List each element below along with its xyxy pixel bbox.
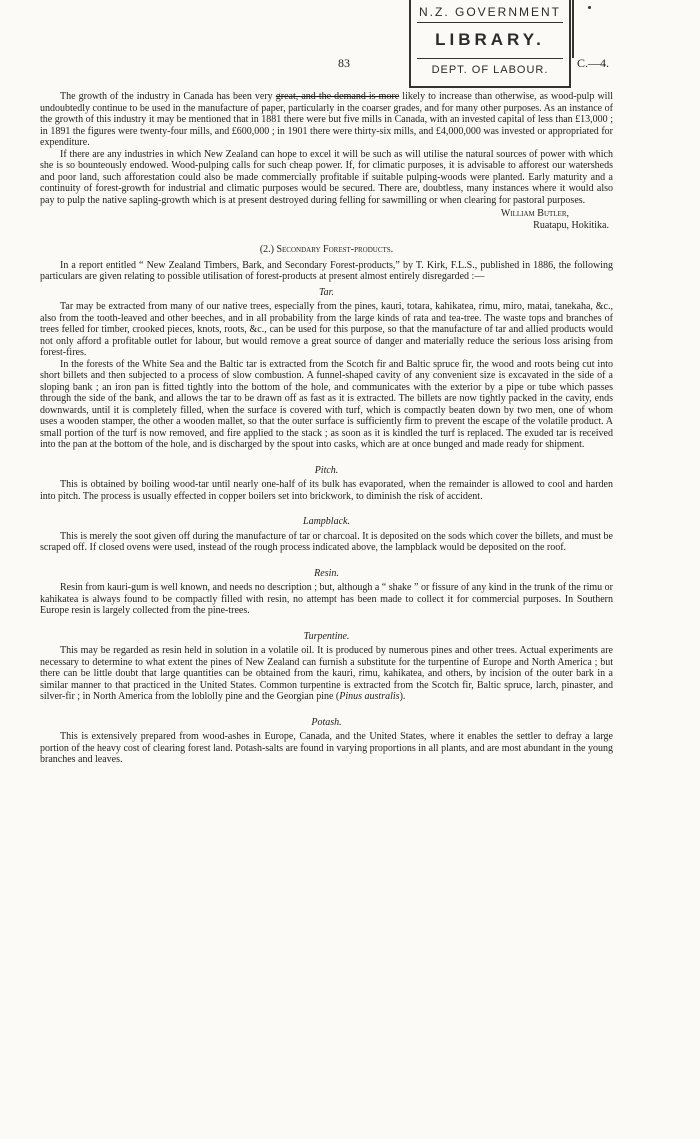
signature-place: Ruatapu, Hokitika. <box>533 220 609 231</box>
subheading-turpentine: Turpentine. <box>303 630 350 642</box>
stamp-line-2: LIBRARY. <box>435 30 545 49</box>
stamp-line-3: DEPT. OF LABOUR. <box>431 64 549 76</box>
stamp-line-1: N.Z. GOVERNMENT <box>418 5 561 19</box>
paragraph-text: This may be regarded as resin held in solution in a volatile oil. It is produced by numerous pines and other trees. Actual experiments are necessary to determine to what extent the pines of New Zealand can furnish a substitute for the turpentine of Europe and North America ; but there can be little doubt that large quantities can be obtained from the kauri, rimu, kahikatea, and others, by incision of the outer bark in a similar manner to that practiced in the United States. Common turpentine is extracted from the Scotch fir, Baltic spruce, larch, pinaster, and silver-fir ; in North America from the loblolly pine and the Georgian pine ( <box>40 645 613 702</box>
paragraph: In the forests of the White Sea and the Baltic tar is extracted from the Scotch fir and Baltic spruce fir, the wood and roots being cut into short billets and then subjected to a process of slow combustion. A funnel-shaped cavity of any convenient size is excavated in the side of a sloping bank ; an iron pan is fitted tightly into the bottom of the hole, and communicates with the exterior by a pipe or tube which passes through the side of the bank, and allows the tar to be drawn off as fast as it is extracted. The billets are now tightly packed in the cavity, ends downwards, until it is completely filled, when the surface is covered with turf, which is compactly beaten down by two men, one of whom uses a wooden stamper, the other a wooden mallet, so that the outer surface is sufficiently firm to prevent the escape of the volatile product. A small portion of the turf is now removed, and fire applied to the stack ; as soon as it is kindled the turf is replaced. The exuded tar is received into the pan at the bottom of the hole, and is discharged by the spout into casks, which are at once bunged and made ready for shipment. <box>40 358 613 450</box>
stamp-border <box>572 0 574 58</box>
paragraph: Resin from kauri-gum is well known, and needs no description ; but, although a “ shake ” or fissure of any kind in the trunk of the rimu or kahikatea is always found to be compactly filled with resin, no attempt has been made to collect it for commercial purposes. In Southern Europe resin is largely collected from the pine-trees. <box>40 582 613 616</box>
paragraph: In a report entitled “ New Zealand Timbers, Bark, and Secondary Forest-products,” by T. Kirk, F.L.S., published in 1886, the following particulars are given relating to possible utilisation of forest-products at present almost entirely disregarded :— <box>40 259 613 282</box>
subheading-resin: Resin. <box>314 567 339 579</box>
paragraph-text: ). <box>399 691 406 702</box>
struck-text: great, and the demand is more <box>275 91 400 102</box>
paragraph: This is obtained by boiling wood-tar until nearly one-half of its bulk has evaporated, when the remainder is allowed to cool and harden into pitch. The process is usually effected in copper boilers set into brickwork, to diminish the risk of accident. <box>40 479 613 502</box>
ink-dot <box>588 6 591 9</box>
body-text <box>40 91 613 766</box>
page-number: 83 <box>338 56 350 70</box>
paragraph: This is extensively prepared from wood-ashes in Europe, Canada, and the United States, where it enables the settler to defray a large portion of the heavy cost of clearing forest land. Potash-salts are found in varying proportions in all plants, and are most abundant in the young branches and leaves. <box>40 731 613 765</box>
subheading-pitch: Pitch. <box>314 464 339 476</box>
signature <box>40 208 613 232</box>
stamp-rule <box>417 22 563 23</box>
paragraph-text: The growth of the industry in Canada has been very <box>60 91 276 102</box>
paragraph: Tar may be extracted from many of our native trees, especially from the pines, kauri, totara, kahikatea, rimu, miro, matai, tanekaha, &c., also from the tooth-leaved and other beeches, and in all probability from the large kinds of rata and tea-tree. The waste tops and branches of trees felled for timber, crooked pieces, knots, roots, &c., can be used for this purpose, so that the manufacture of tar and allied products would not only afford a profitable outlet for labour, but would remove a great source of danger and materially reduce the serious loss arising from forest-fires. <box>40 301 613 358</box>
paragraph <box>40 645 613 703</box>
paragraph: If there are any industries in which New Zealand can hope to excel it will be such as will utilise the natural sources of power with which she is so bounteously endowed. Wood-pulping calls for such cheap power. If, for climatic purposes, it is advisable to afforest our watersheds and poor land, such afforestation could also be made commercially profitable if suitable pulping-woods were planted. Early maturity and a continuity of forest-growth for industrial and climatic purposes would be secured. There are, doubtless, many instances where it would also pay to pulp the native sapling-growth which is at present destroyed during felling for sawmilling or when clearing for pastoral purposes. <box>40 148 613 206</box>
paragraph-text: likely to increase than otherwise, as wood-pulp will undoubtedly continue to be used in the manufacture of paper, particularly in the coarser grades, and for many other purposes. As an instance of the growth of this industry it may be mentioned that in 1881 there were but five mills in Canada, with an invested capital of less than £13,000 ; in 1891 the figures were twenty-four mills, and £600,000 ; in 1901 there were thirty-six mills, and £4,000,000 was invested or appropriated for expenditure. <box>40 91 613 148</box>
subheading-potash: Potash. <box>311 716 342 728</box>
library-stamp <box>409 0 571 88</box>
subheading-tar: Tar. <box>319 286 334 298</box>
document-reference: C.—4. <box>577 56 610 70</box>
stamp-rule <box>417 58 563 59</box>
paragraph <box>40 91 613 149</box>
section-title: (2.) Secondary Forest-products. <box>259 244 394 255</box>
signature-name: William Butler, <box>500 208 569 219</box>
paragraph: This is merely the soot given off during the manufacture of tar or charcoal. It is deposited on the sods which cover the billets, and must be scraped off. If closed ovens were used, instead of the rough process indicated above, the lampblack would be deposited on the roof. <box>40 530 613 553</box>
subheading-lampblack: Lampblack. <box>303 516 350 527</box>
italic-text: Pinus australis <box>339 691 400 702</box>
